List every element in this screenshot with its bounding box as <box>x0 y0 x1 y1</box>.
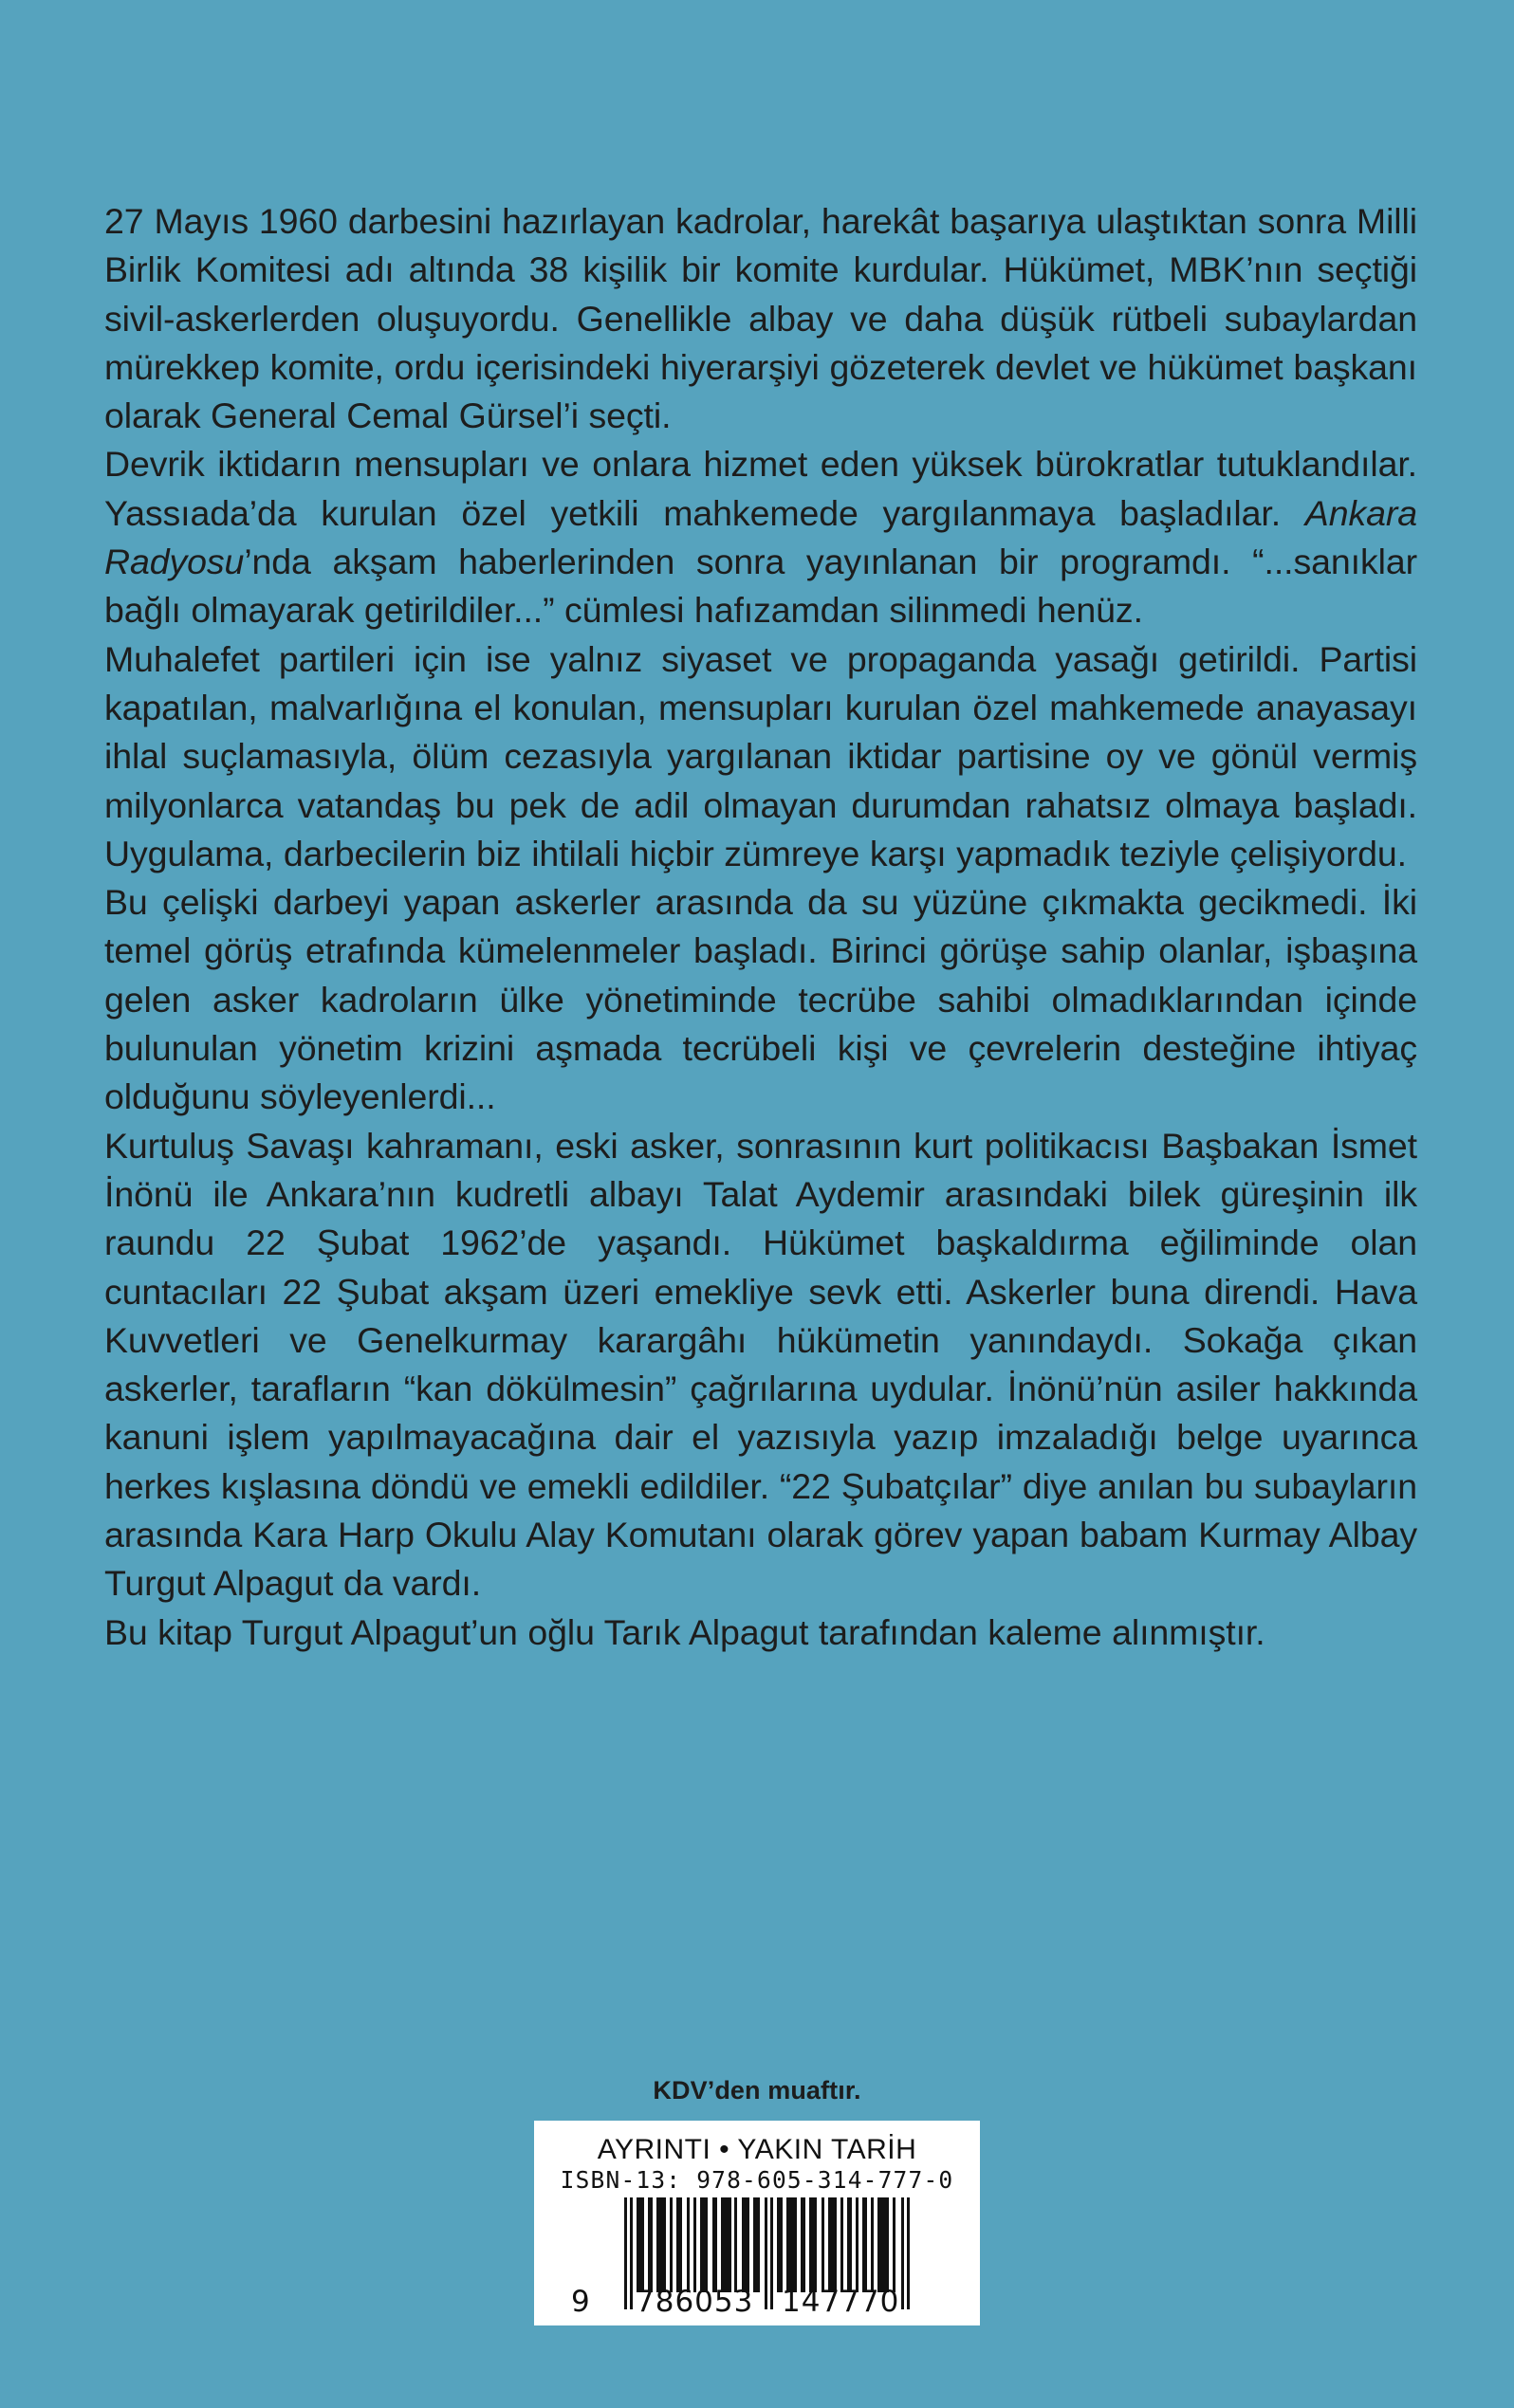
imprint-line: AYRINTI • YAKIN TARİH <box>597 2133 917 2165</box>
isbn-line: ISBN-13: 978-605-314-777-0 <box>560 2166 954 2195</box>
barcode-left-group: 786053 <box>636 2285 754 2320</box>
blurb-paragraph-2-part-1: Devrik iktidarın mensupları ve onlara hizmet eden yüksek bürokratlar tutuklandılar. Yassıada’da kurulan özel yetkili mahkemede yargılanmaya başladılar. <box>104 444 1417 533</box>
blurb-paragraph-4: Bu çelişki darbeyi yapan askerler arasında da su yüzüne çıkmakta gecikmedi. İki temel görüş etrafında kümelenmeler başladı. Birinci görüşe sahip olanlar, işbaşına gelen asker kadroların ülke yönetiminde tecrübe sahibi olmadıklarından içinde bulunulan yönetim krizini aşmada tecrübeli kişi ve çevrelerin desteğine ihtiyaç olduğunu söyleyenlerdi... <box>104 882 1417 1117</box>
back-cover-blurb <box>104 197 1417 1657</box>
barcode-panel <box>534 2121 980 2325</box>
blurb-paragraph-3: Muhalefet partileri için ise yalnız siyaset ve propaganda yasağı getirildi. Partisi kapatılan, malvarlığına el konulan, mensupları kurulan özel mahkemede anayasayı ihlal suçlamasıyla, ölüm cezasıyla yargılanan iktidar partisine oy ve gönül vermiş milyonlarca vatandaş bu pek de adil olmayan durumdan rahatsız olmaya başladı. Uygulama, darbecilerin biz ihtilali hiçbir zümreye karşı yapmadık teziyle çelişiyordu. <box>104 638 1417 873</box>
barcode-bars-icon <box>567 2197 947 2320</box>
blurb-paragraph-1: 27 Mayıs 1960 darbesini hazırlayan kadrolar, harekât başarıya ulaştıktan sonra Milli Birlik Komitesi adı altında 38 kişilik bir komite kurdular. Hükümet, MBK’nın seçtiği sivil-askerlerden oluşuyordu. Genellikle albay ve daha düşük rütbeli subaylardan mürekkep komite, ordu içerisindeki hiyerarşiyi gözeterek devlet ve hükümet başkanı olarak General Cemal Gürsel’i seçti. <box>104 201 1417 436</box>
barcode-right-group: 147770 <box>782 2285 900 2320</box>
blurb-paragraph-5: Kurtuluş Savaşı kahramanı, eski asker, sonrasının kurt politikacısı Başbakan İsmet İnönü ile Ankara’nın kudretli albayı Talat Aydemir arasındaki bilek güreşinin ilk raundu 22 Şubat 1962’de yaşandı. Hükümet başkaldırma eğiliminde olan cuntacıları 22 Şubat akşam üzeri emekliye sevk etti. Askerler buna direndi. Hava Kuvvetleri ve Genelkurmay karargâhı hükümetin yanındaydı. Sokağa çıkan askerler, tarafların “kan dökülmesin” çağrılarına uydular. İnönü’nün asiler hakkında kanuni işlem yapılmayacağına dair el yazısıyla yazıp imzaladığı belge uyarınca herkes kışlasına döndü ve emekli edildiler. “22 Şubatçılar” diye anılan bu subayların arasında Kara Harp Okulu Alay Komutanı olarak görev yapan babam Kurmay Albay Turgut Alpagut da vardı. <box>104 1125 1417 1604</box>
blurb-paragraph-2 <box>104 440 1417 634</box>
radio-station-title: Ankara Radyosu <box>104 492 1417 582</box>
tax-exempt-note: KDV’den muaftır. <box>653 2076 861 2105</box>
barcode-lead-digit: 9 <box>571 2285 591 2320</box>
ean13-barcode <box>567 2197 947 2320</box>
blurb-paragraph-2-part-2: ’nda akşam haberlerinden sonra yayınlanan bir programdı. “...sanıklar bağlı olmayarak getirildiler...” cümlesi hafızamdan silinmedi henüz. <box>104 542 1417 631</box>
colophon <box>0 2077 1514 2325</box>
blurb-paragraph-6: Bu kitap Turgut Alpagut’un oğlu Tarık Alpagut tarafından kaleme alınmıştır. <box>104 1611 1265 1652</box>
